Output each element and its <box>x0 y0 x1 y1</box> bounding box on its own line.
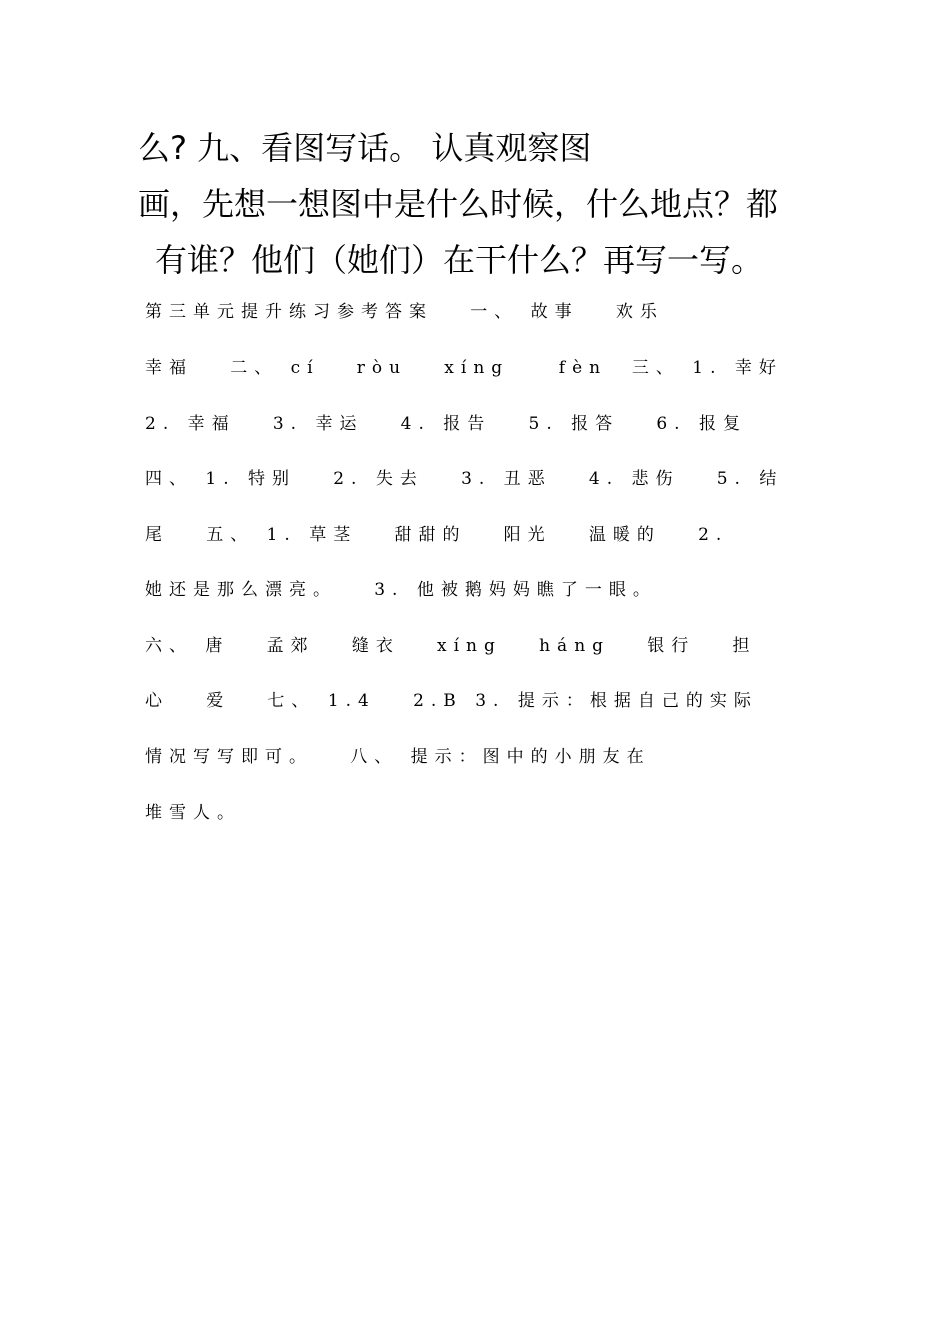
answer-line-3: 2. 幸福 3. 幸运 4. 报告 5. 报答 6. 报复 <box>145 414 747 434</box>
question-line-2: 画，先想一想图中是什么时候，什么地点？都 <box>138 185 779 223</box>
answer-line-9: 情况写写即可。 八、 提示：图中的小朋友在 <box>145 747 651 767</box>
answer-line-2: 幸福 二、 cí ròu xíng fèn 三、 1. 幸好 <box>145 358 783 378</box>
answer-line-4: 四、 1. 特别 2. 失去 3. 丑恶 4. 悲伤 5. 结 <box>145 469 784 489</box>
answer-line-10: 堆雪人。 <box>145 803 241 823</box>
answer-line-5: 尾 五、 1. 草茎 甜甜的 阳光 温暖的 2. <box>145 525 729 545</box>
question-line-3: 有谁？他们（她们）在干什么？再写一写。 <box>155 241 764 279</box>
answer-line-6: 她还是那么漂亮。 3. 他被鹅妈妈瞧了一眼。 <box>145 580 657 600</box>
question-line-1: 么? 九、看图写话。 认真观察图 <box>138 129 592 167</box>
answer-line-8: 心 爱 七、 1.4 2.B 3. 提示：根据自己的实际 <box>145 691 758 711</box>
answer-line-1: 第三单元提升练习参考答案 一、 故事 欢乐 <box>145 302 664 322</box>
answer-line-7: 六、 唐 孟郊 缝衣 xíng háng 银行 担 <box>145 636 757 656</box>
